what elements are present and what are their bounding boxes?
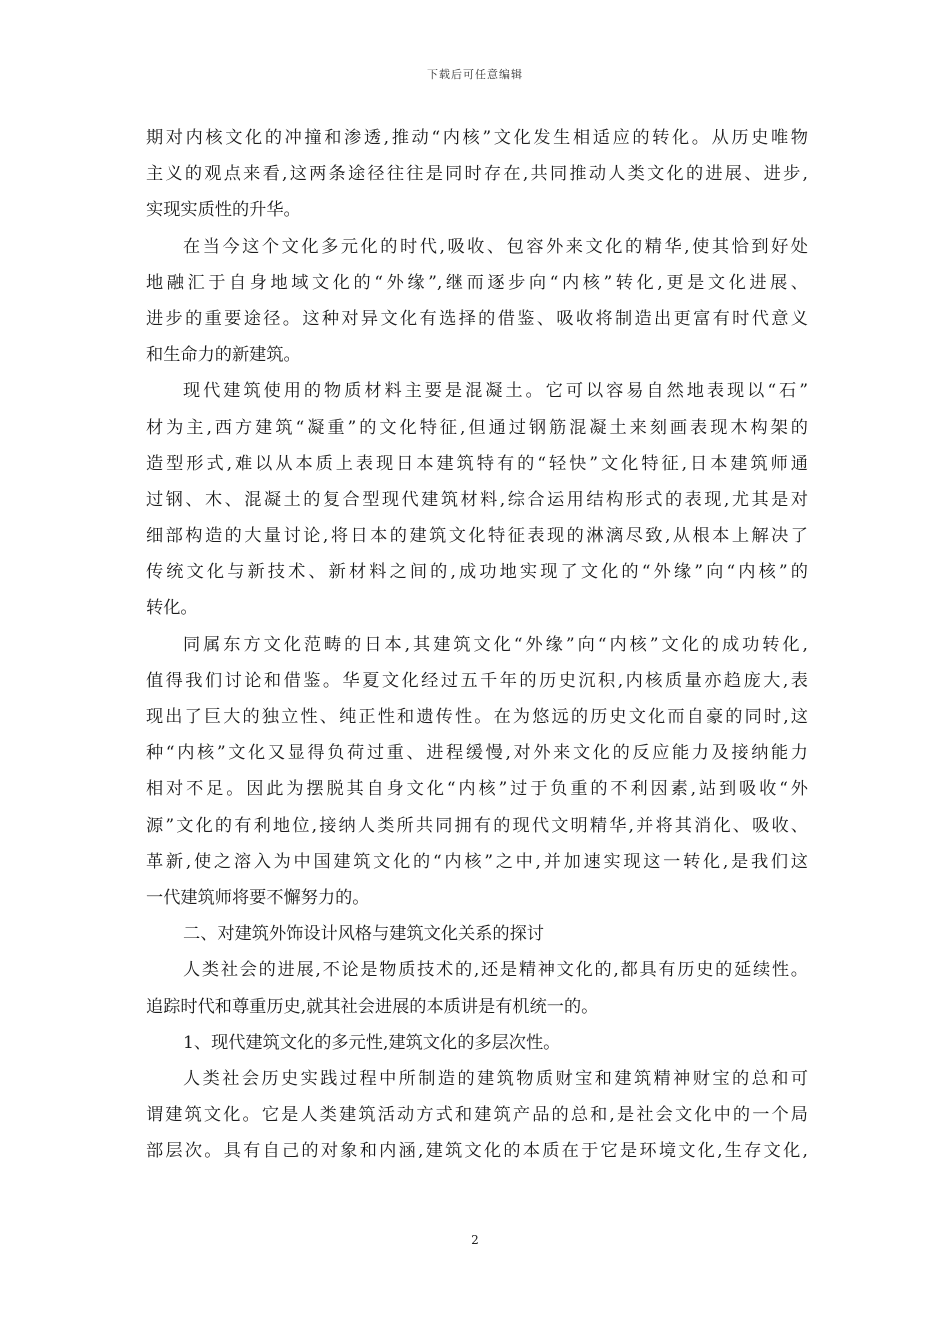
text-line: 过钢、木、混凝土的复合型现代建筑材料,综合运用结构形式的表现,尤其是对 (146, 489, 808, 510)
text-line: 人类社会历史实践过程中所制造的建筑物质财宝和建筑精神财宝的总和可 (183, 1068, 808, 1089)
text-line: 追踪时代和尊重历史,就其社会进展的本质讲是有机统一的。 (146, 996, 599, 1017)
text-line: 细部构造的大量讨论,将日本的建筑文化特征表现的淋漓尽致,从根本上解决了 (146, 526, 808, 547)
text-line: 相对不足。因此为摆脱其自身文化“内核”过于负重的不利因素,站到吸收“外 (146, 779, 808, 800)
text-line: 期对内核文化的冲撞和渗透,推动“内核”文化发生相适应的转化。从历史唯物 (146, 128, 808, 148)
page-header: 下载后可任意编辑 (427, 68, 523, 81)
text-line: 1、现代建筑文化的多元性,建筑文化的多层次性。 (183, 1032, 561, 1053)
text-line: 一代建筑师将要不懈努力的。 (146, 887, 370, 908)
text-line: 材为主,西方建筑“凝重”的文化特征,但通过钢筋混凝土来刻画表现木构架的 (146, 417, 808, 438)
text-line: 部层次。具有自己的对象和内涵,建筑文化的本质在于它是环境文化,生存文化, (146, 1141, 808, 1162)
text-line: 谓建筑文化。它是人类建筑活动方式和建筑产品的总和,是社会文化中的一个局 (146, 1105, 808, 1126)
text-line: 同属东方文化范畴的日本,其建筑文化“外缘”向“内核”文化的成功转化, (183, 634, 808, 655)
document-body (146, 120, 808, 1169)
text-line: 进步的重要途径。这种对异文化有选择的借鉴、吸收将制造出更富有时代意义 (146, 308, 808, 329)
text-line: 革新,使之溶入为中国建筑文化的“内核”之中,并加速实现这一转化,是我们这 (146, 851, 808, 872)
text-line: 人类社会的进展,不论是物质技术的,还是精神文化的,都具有历史的延续性。 (183, 960, 808, 981)
text-line: 主义的观点来看,这两条途径往往是同时存在,共同推动人类文化的进展、进步, (146, 164, 808, 185)
text-line: 和生命力的新建筑。 (146, 345, 301, 366)
page-number: 2 (471, 1233, 479, 1247)
text-line: 现出了巨大的独立性、纯正性和遗传性。在为悠远的历史文化而自豪的同时,这 (146, 707, 808, 727)
text-line: 造型形式,难以从本质上表现日本建筑特有的“轻快”文化特征,日本建筑师通 (146, 453, 808, 474)
text-line: 在当今这个文化多元化的时代,吸收、包容外来文化的精华,使其恰到好处 (183, 236, 808, 257)
text-line: 二、对建筑外饰设计风格与建筑文化关系的探讨 (183, 924, 544, 945)
text-line: 传统文化与新技术、新材料之间的,成功地实现了文化的“外缘”向“内核”的 (146, 562, 808, 583)
text-line: 现代建筑使用的物质材料主要是混凝土。它可以容易自然地表现以“石” (183, 381, 808, 402)
text-line: 源”文化的有利地位,接纳人类所共同拥有的现代文明精华,并将其消化、吸收、 (146, 815, 808, 836)
text-line: 值得我们讨论和借鉴。华夏文化经过五千年的历史沉积,内核质量亦趋庞大,表 (146, 670, 808, 691)
text-line: 实现实质性的升华。 (146, 200, 301, 221)
text-line: 地融汇于自身地域文化的“外缘”,继而逐步向“内核”转化,更是文化进展、 (146, 272, 808, 293)
text-line: 种“内核”文化又显得负荷过重、进程缓慢,对外来文化的反应能力及接纳能力 (146, 743, 808, 764)
text-line: 转化。 (146, 598, 198, 619)
